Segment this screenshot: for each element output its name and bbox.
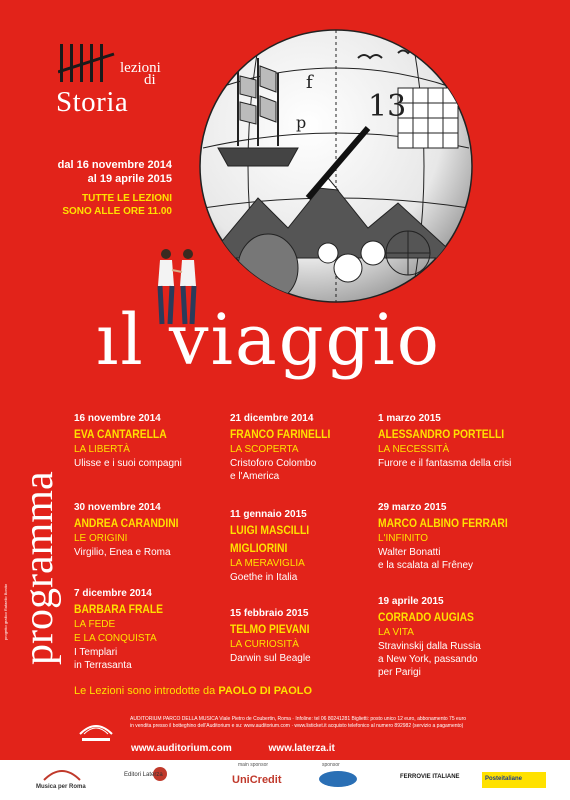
lesson-date: 15 febbraio 2015 <box>230 608 309 619</box>
lesson-theme: LA VITA <box>378 627 414 638</box>
lesson-theme: LA SCOPERTA <box>230 444 299 455</box>
sponsor-label: sponsor <box>322 762 340 768</box>
programma-label: programma <box>16 471 62 665</box>
website-links <box>131 743 369 754</box>
lesson-subtitle: Cristoforo Colombo <box>230 458 317 469</box>
lesson-item <box>230 608 322 665</box>
lesson-theme: LA NECESSITÀ <box>378 444 450 455</box>
laterza-label: Editori Laterza <box>124 772 163 778</box>
lesson-author: LUIGI MASCILLI <box>230 523 310 537</box>
lesson-item <box>378 596 490 679</box>
lesson-subtitle: Darwin sul Beagle <box>230 653 311 664</box>
musica-per-roma-icon <box>42 766 82 782</box>
lesson-time <box>0 192 172 218</box>
musica-per-roma-label: Musica per Roma <box>36 784 86 790</box>
lesson-author: CORRADO AUGIAS <box>378 610 474 624</box>
globe-illustration <box>198 28 474 304</box>
lesson-subtitle: in Terrasanta <box>74 660 132 671</box>
lesson-date: 1 marzo 2015 <box>378 413 441 424</box>
logo-lezioni: lezioni <box>120 60 161 76</box>
venue-info-line-2: in vendita presso il botteghino dell'Auditorium e su: www.auditorium.com · www.listicket.it acquisto telefonico al numero 892982 (servizio a pagamento) <box>130 723 464 729</box>
lesson-item <box>230 509 322 584</box>
lesson-date: 11 gennaio 2015 <box>230 509 307 520</box>
lesson-subtitle: Ulisse e i suoi compagni <box>74 458 182 469</box>
lesson-date: 19 aprile 2015 <box>378 596 444 607</box>
svg-text:13: 13 <box>368 89 407 124</box>
lesson-theme: LE ORIGINI <box>74 533 128 544</box>
sponsor-bar <box>0 760 570 800</box>
svg-text:f: f <box>306 72 313 93</box>
lesson-item <box>74 588 178 672</box>
time-line-2: SONO ALLE ORE 11.00 <box>62 206 172 217</box>
lesson-theme: LA LIBERTÀ <box>74 444 130 455</box>
sponsor-oval-icon <box>318 770 358 788</box>
lesson-author: MARCO ALBINO FERRARI <box>378 516 508 530</box>
lesson-item <box>378 502 529 572</box>
venue-info-line-1: AUDITORIUM PARCO DELLA MUSICA Viale Pietro de Coubertin, Roma · Infoline: tel 06 80241281 Biglietti: posto unico 12 euro, abbonamento 75 euro <box>130 716 467 722</box>
lesson-theme: LA CURIOSITÀ <box>230 639 299 650</box>
lesson-author: BARBARA FRALE <box>74 602 164 616</box>
introduction-note <box>74 685 312 697</box>
lesson-subtitle: Stravinskij dalla Russia <box>378 641 481 652</box>
lesson-item <box>230 413 347 483</box>
ferrovie-label: FERROVIE ITALIANE <box>400 774 460 780</box>
lesson-theme: LA FEDE <box>74 619 116 630</box>
svg-text:p: p <box>296 113 307 132</box>
venue-info <box>130 716 560 730</box>
logo-storia: Storia <box>56 86 129 118</box>
lesson-subtitle: Walter Bonatti <box>378 547 441 558</box>
lezioni-di-storia-logo <box>52 40 162 120</box>
lesson-author: FRANCO FARINELLI <box>230 427 331 441</box>
date-range <box>0 158 172 186</box>
lesson-author: TELMO PIEVANI <box>230 622 310 636</box>
lesson-date: 16 novembre 2014 <box>74 413 161 424</box>
laterza-link[interactable]: www.laterza.it <box>268 743 335 754</box>
auditorium-link[interactable]: www.auditorium.com <box>131 743 232 754</box>
lesson-author: ANDREA CARANDINI <box>74 516 179 530</box>
intro-name: PAOLO DI PAOLO <box>218 685 313 697</box>
lesson-date: 30 novembre 2014 <box>74 502 161 513</box>
lesson-theme-line-2: E LA CONQUISTA <box>74 633 157 644</box>
lesson-subtitle: Virgilio, Enea e Roma <box>74 547 171 558</box>
lesson-subtitle: Furore e il fantasma della crisi <box>378 458 512 469</box>
date-from: dal 16 novembre 2014 <box>57 159 172 171</box>
date-to: al 19 aprile 2015 <box>87 173 172 185</box>
main-title: ıl viaggio <box>96 299 441 381</box>
lesson-subtitle: e la scalata al Frêney <box>378 560 474 571</box>
lesson-item <box>74 502 196 559</box>
poste-italiane-label: Posteitaliane <box>485 776 523 782</box>
lesson-theme: LA MERAVIGLIA <box>230 558 305 569</box>
lesson-subtitle: Goethe in Italia <box>230 572 298 583</box>
lesson-date: 7 dicembre 2014 <box>74 588 152 599</box>
lesson-subtitle: per Parigi <box>378 667 421 678</box>
lesson-subtitle: e l'America <box>230 471 280 482</box>
graphic-credit: progetto grafico Rafaello Bonito <box>3 583 8 640</box>
intro-text: Le Lezioni sono introdotte da <box>74 685 216 697</box>
hatch-marks-icon <box>58 40 118 84</box>
lesson-subtitle: a New York, passando <box>378 654 478 665</box>
lesson-date: 21 dicembre 2014 <box>230 413 314 424</box>
lesson-subtitle: I Templari <box>74 647 118 658</box>
lesson-theme: L'INFINITO <box>378 533 429 544</box>
lesson-item <box>378 413 525 470</box>
unicredit-label: UniCredit <box>232 774 282 786</box>
main-sponsor-label: main sponsor <box>238 762 269 768</box>
lesson-author-line-2: MIGLIORINI <box>230 541 288 555</box>
lesson-item <box>74 413 182 470</box>
poste-italiane-logo <box>482 772 546 788</box>
lesson-author: ALESSANDRO PORTELLI <box>378 427 505 441</box>
time-line-1: TUTTE LE LEZIONI <box>82 193 172 204</box>
lesson-author: EVA CANTARELLA <box>74 427 167 441</box>
lesson-date: 29 marzo 2015 <box>378 502 447 513</box>
logo-di: di <box>144 72 156 88</box>
auditorium-logo-icon <box>76 716 116 746</box>
